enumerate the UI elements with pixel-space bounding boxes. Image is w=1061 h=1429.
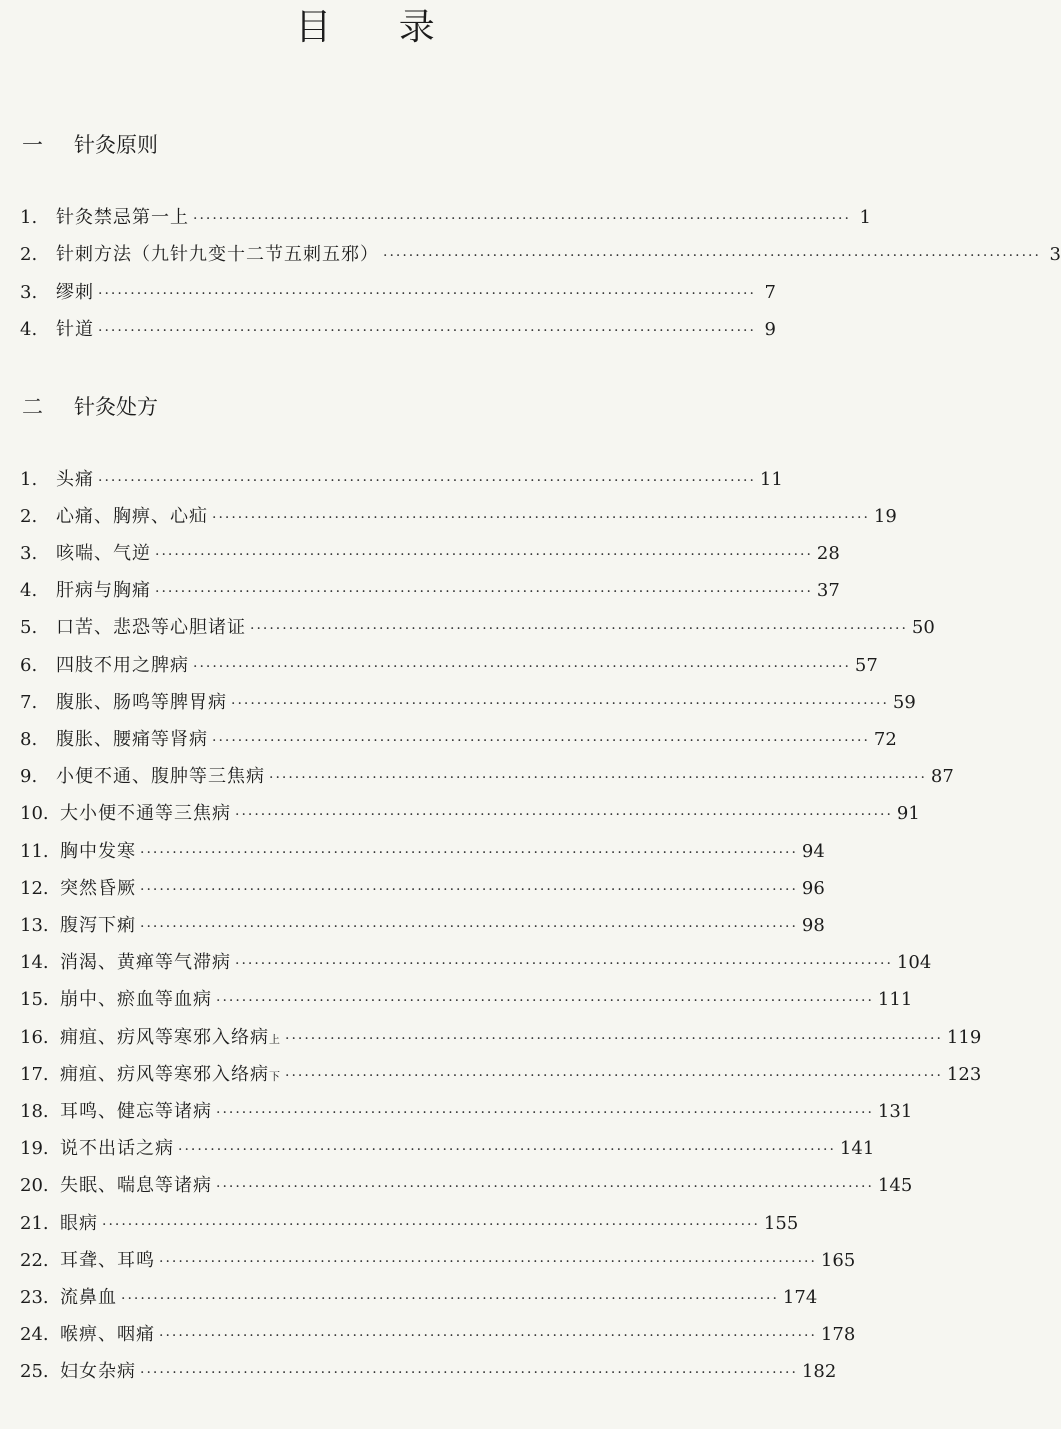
toc-entry[interactable] (20, 279, 776, 307)
toc-entry[interactable] (20, 316, 776, 344)
toc-entry[interactable] (20, 1210, 799, 1238)
entry-page: 59 (892, 692, 916, 713)
entry-number: 10. (20, 803, 49, 824)
leader-dots: ······································································································ (159, 1254, 817, 1270)
entry-page: 11 (759, 469, 783, 490)
entry-number: 6. (20, 655, 38, 676)
entry-page: 28 (816, 543, 840, 564)
entry-number: 20. (20, 1175, 49, 1196)
entry-title: 针道 (56, 319, 94, 340)
toc-entry[interactable] (20, 241, 1061, 269)
toc-entry[interactable] (20, 1321, 856, 1349)
entry-number: 25. (20, 1361, 49, 1382)
leader-dots: ······································································································ (193, 211, 851, 227)
entry-title: 耳聋、耳鸣 (60, 1250, 155, 1271)
entry-number: 3. (20, 282, 38, 303)
entry-number: 18. (20, 1101, 49, 1122)
entry-page: 141 (839, 1138, 875, 1159)
entry-title: 流鼻血 (60, 1287, 117, 1308)
entry-page: 119 (946, 1027, 982, 1048)
entry-title (60, 1061, 281, 1091)
entry-number: 12. (20, 878, 49, 899)
toc-entry[interactable] (20, 689, 916, 717)
entry-page: 174 (782, 1287, 818, 1308)
section-number: 一 (22, 133, 43, 157)
toc-entry[interactable] (20, 912, 825, 940)
entry-title: 腹胀、腰痛等肾病 (56, 729, 208, 750)
leader-dots: ······································································································ (216, 993, 874, 1009)
leader-dots: ······································································································ (235, 807, 893, 823)
entry-number: 19. (20, 1138, 49, 1159)
entry-title: 咳喘、气逆 (56, 543, 151, 564)
entry-title (60, 1024, 281, 1054)
entry-number: 2. (20, 244, 38, 265)
entry-number: 1. (20, 207, 38, 228)
leader-dots: ······································································································ (102, 1217, 760, 1233)
entry-page: 57 (854, 655, 878, 676)
leader-dots: ······································································································ (121, 1291, 779, 1307)
leader-dots: ······································································································ (155, 584, 813, 600)
entry-title: 妇女杂病 (60, 1361, 136, 1382)
entry-number: 2. (20, 506, 38, 527)
entry-number: 15. (20, 989, 49, 1010)
leader-dots: ······································································································ (155, 547, 813, 563)
toc-entry[interactable] (20, 652, 878, 680)
entry-title: 说不出话之病 (60, 1138, 174, 1159)
entry-title: 腹胀、肠鸣等脾胃病 (56, 692, 227, 713)
entry-title: 小便不通、腹肿等三焦病 (56, 766, 265, 787)
entry-title: 针灸禁忌第一上 (56, 207, 189, 228)
toc-entry[interactable] (20, 540, 840, 568)
entry-title: 口苦、悲恐等心胆诸证 (56, 617, 246, 638)
entry-page: 3 (1049, 244, 1061, 265)
entry-number: 13. (20, 915, 49, 936)
entry-page: 131 (877, 1101, 913, 1122)
entry-page: 9 (764, 319, 776, 340)
entry-number: 4. (20, 319, 38, 340)
toc-entry[interactable] (20, 1284, 818, 1312)
entry-title: 胸中发寒 (60, 841, 136, 862)
toc-entry[interactable] (20, 986, 913, 1014)
entry-page: 7 (764, 282, 776, 303)
leader-dots: ······································································································ (250, 621, 908, 637)
leader-dots: ······································································································ (212, 510, 870, 526)
leader-dots: ······································································································ (235, 956, 893, 972)
entry-page: 72 (873, 729, 897, 750)
toc-entry[interactable] (20, 1172, 913, 1200)
entry-title: 针刺方法（九针九变十二节五刺五邪） (56, 244, 379, 265)
leader-dots: ······································································································ (98, 473, 756, 489)
entry-page: 87 (930, 766, 954, 787)
leader-dots: ······································································································ (98, 286, 756, 302)
toc-entry[interactable] (20, 1061, 982, 1089)
entry-page: 37 (816, 580, 840, 601)
entry-title-suffix: 上 (269, 1033, 281, 1046)
entry-page: 182 (801, 1361, 837, 1382)
entry-page: 145 (877, 1175, 913, 1196)
toc-entry[interactable] (20, 204, 871, 232)
entry-number: 5. (20, 617, 38, 638)
entry-number: 23. (20, 1287, 49, 1308)
entry-number: 21. (20, 1213, 49, 1234)
toc-entry[interactable] (20, 503, 897, 531)
toc-entry[interactable] (20, 838, 825, 866)
entry-title: 崩中、瘀血等血病 (60, 989, 212, 1010)
toc-entry[interactable] (20, 726, 897, 754)
leader-dots: ······································································································ (269, 770, 927, 786)
entry-title: 突然昏厥 (60, 878, 136, 899)
entry-title-suffix: 下 (269, 1070, 281, 1083)
entry-number: 3. (20, 543, 38, 564)
section-heading-2 (22, 392, 158, 422)
toc-entry[interactable] (20, 1024, 982, 1052)
entry-page: 155 (763, 1213, 799, 1234)
leader-dots: ······································································································ (216, 1105, 874, 1121)
leader-dots: ······································································································ (231, 696, 889, 712)
entry-page: 1 (859, 207, 871, 228)
entry-page: 165 (820, 1250, 856, 1271)
leader-dots: ······································································································ (285, 1068, 943, 1084)
entry-title: 心痛、胸痹、心疝 (56, 506, 208, 527)
page-title: 目 录 (295, 7, 463, 48)
leader-dots: ······································································································ (140, 882, 798, 898)
entry-page: 91 (896, 803, 920, 824)
leader-dots: ······································································································ (140, 845, 798, 861)
entry-title: 耳鸣、健忘等诸病 (60, 1101, 212, 1122)
entry-page: 94 (801, 841, 825, 862)
section-title: 针灸原则 (74, 133, 158, 157)
leader-dots: ······································································································ (193, 659, 851, 675)
entry-title: 眼病 (60, 1213, 98, 1234)
entry-page: 104 (896, 952, 932, 973)
toc-entry[interactable] (20, 763, 954, 791)
entry-number: 24. (20, 1324, 49, 1345)
entry-number: 1. (20, 469, 38, 490)
leader-dots: ······································································································ (285, 1031, 943, 1047)
entry-title: 失眠、喘息等诸病 (60, 1175, 212, 1196)
toc-entry[interactable] (20, 875, 825, 903)
entry-page: 123 (946, 1064, 982, 1085)
entry-title-text: 痈疽、疠风等寒邪入络病 (60, 1027, 269, 1048)
entry-page: 19 (873, 506, 897, 527)
entry-title-text: 痈疽、疠风等寒邪入络病 (60, 1064, 269, 1085)
leader-dots: ······································································································ (98, 323, 756, 339)
leader-dots: ······································································································ (383, 248, 1041, 264)
entry-title: 四肢不用之脾病 (56, 655, 189, 676)
toc-entry[interactable] (20, 577, 840, 605)
toc-entry[interactable] (20, 800, 920, 828)
toc-entry[interactable] (20, 1098, 913, 1126)
toc-entry[interactable] (20, 614, 935, 642)
entry-title: 头痛 (56, 469, 94, 490)
toc-entry[interactable] (20, 1135, 875, 1163)
toc-entry[interactable] (20, 1247, 856, 1275)
toc-entry[interactable] (20, 1358, 837, 1386)
leader-dots: ······································································································ (140, 919, 798, 935)
entry-number: 22. (20, 1250, 49, 1271)
entry-page: 98 (801, 915, 825, 936)
entry-title: 腹泻下痢 (60, 915, 136, 936)
entry-page: 178 (820, 1324, 856, 1345)
entry-number: 14. (20, 952, 49, 973)
entry-title: 肝病与胸痛 (56, 580, 151, 601)
toc-entry[interactable] (20, 949, 932, 977)
entry-number: 4. (20, 580, 38, 601)
entry-page: 50 (911, 617, 935, 638)
entry-number: 11. (20, 841, 49, 862)
leader-dots: ······································································································ (140, 1365, 798, 1381)
entry-page: 96 (801, 878, 825, 899)
leader-dots: ······································································································ (178, 1142, 836, 1158)
entry-title: 喉痹、咽痛 (60, 1324, 155, 1345)
section-heading-1 (22, 130, 158, 160)
entry-number: 9. (20, 766, 38, 787)
toc-entry[interactable] (20, 466, 783, 494)
entry-title: 大小便不通等三焦病 (60, 803, 231, 824)
entry-number: 8. (20, 729, 38, 750)
leader-dots: ······································································································ (216, 1179, 874, 1195)
section-title: 针灸处方 (74, 395, 158, 419)
entry-page: 111 (877, 989, 913, 1010)
entry-title: 消渴、黄瘅等气滞病 (60, 952, 231, 973)
section-number: 二 (22, 395, 43, 419)
entry-number: 17. (20, 1064, 49, 1085)
leader-dots: ······································································································ (159, 1328, 817, 1344)
entry-number: 16. (20, 1027, 49, 1048)
leader-dots: ······································································································ (212, 733, 870, 749)
entry-number: 7. (20, 692, 38, 713)
entry-title: 缪刺 (56, 282, 94, 303)
